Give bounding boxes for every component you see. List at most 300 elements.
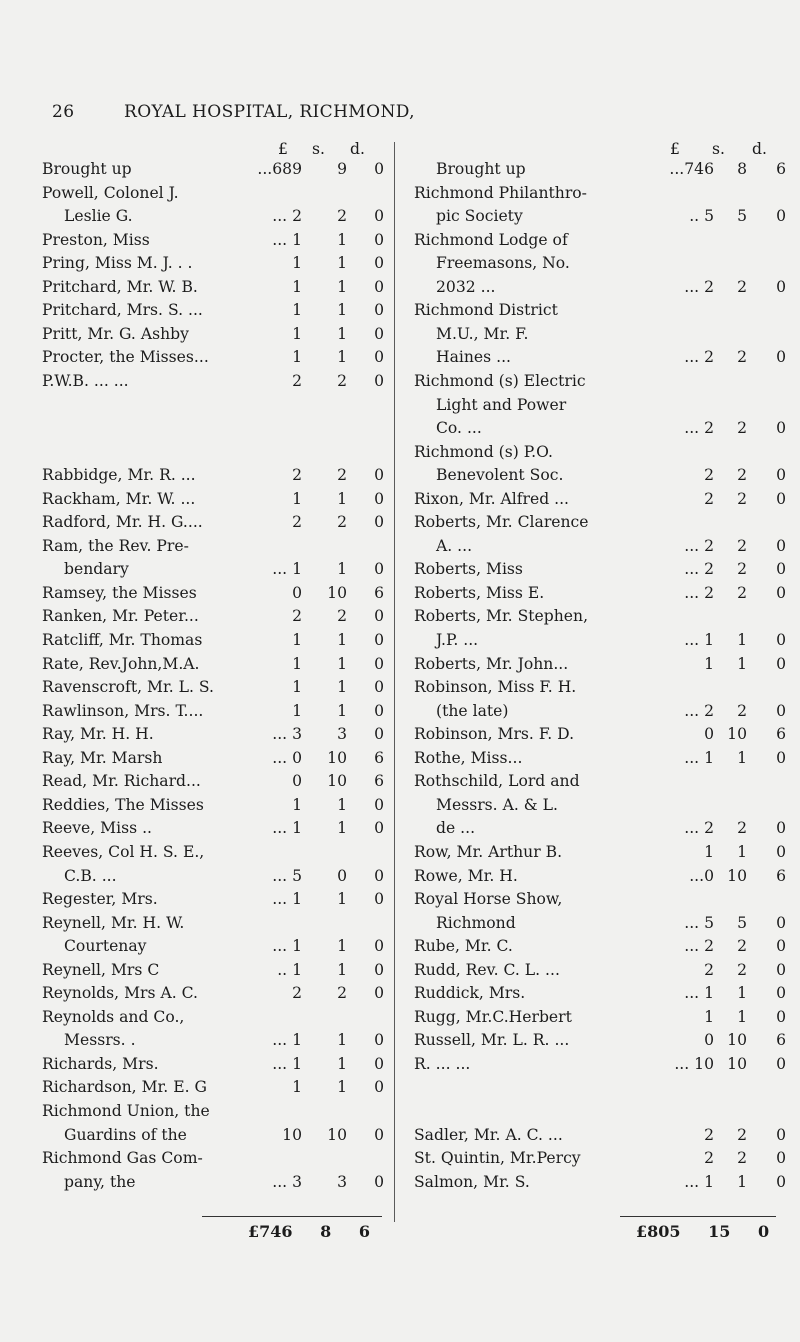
donor-name: Light and Power (436, 395, 567, 414)
shillings-heading: s. (312, 140, 325, 158)
donor-name: Read, Mr. Richard... (42, 772, 201, 791)
entry-row (400, 1007, 786, 1032)
amount-shillings: 10 (727, 1054, 747, 1073)
donor-name: Richmond Union, the (42, 1102, 210, 1120)
donor-name: Richmond Gas Com- (42, 1149, 203, 1168)
amount-pounds: 10 (282, 1125, 302, 1144)
amount-shillings: 1 (737, 1007, 747, 1026)
amount-pounds: 0 (704, 1031, 714, 1050)
amount-pence: 0 (374, 819, 384, 838)
entry-row (400, 466, 786, 490)
donor-name: pic Society (436, 207, 523, 226)
amount-pounds: 1 (292, 631, 302, 649)
amount-pence: 0 (374, 866, 384, 885)
entry-row (38, 231, 394, 255)
amount-pounds: 2 (704, 1125, 714, 1144)
amount-shillings: 2 (737, 560, 747, 579)
amount-pence: 0 (374, 1054, 384, 1073)
amount-shillings: 1 (337, 701, 347, 720)
amount-pence: 0 (374, 890, 384, 909)
donor-name: Rothe, Miss... (414, 748, 523, 767)
entry-row (400, 913, 786, 938)
entry-row (400, 842, 786, 867)
amount-pence: 0 (374, 795, 384, 814)
entry-row (38, 655, 394, 679)
amount-pounds: 1 (704, 1007, 714, 1026)
amount-shillings: 1 (737, 842, 747, 861)
amount-pence: 0 (776, 748, 786, 767)
amount-pounds: ... 2 (684, 277, 714, 296)
pounds-heading: £ (278, 140, 288, 158)
entry-row (400, 890, 780, 914)
entry-row (38, 607, 394, 631)
entry-row (38, 466, 394, 490)
entry-row (38, 1031, 394, 1055)
amount-shillings: 2 (337, 513, 347, 532)
amount-pence: 0 (776, 1125, 786, 1144)
right-total (636, 1222, 769, 1241)
pence-heading: d. (752, 140, 767, 158)
amount-pence: 0 (776, 819, 786, 838)
entry-row (400, 631, 786, 655)
amount-shillings: 2 (337, 607, 347, 626)
amount-pounds: ... 2 (684, 583, 714, 602)
amount-shillings: 3 (337, 1172, 347, 1191)
amount-shillings: 5 (737, 207, 747, 226)
amount-pounds: ... 10 (674, 1054, 714, 1073)
amount-shillings: 0 (337, 866, 347, 885)
amount-pence: 0 (374, 937, 384, 956)
page-header (52, 102, 752, 126)
amount-pounds: ... 5 (684, 913, 714, 932)
donor-name: Roberts, Miss E. (414, 583, 545, 602)
donor-name: Richmond District (414, 301, 558, 320)
amount-shillings: 10 (327, 748, 347, 767)
amount-pounds: 1 (292, 277, 302, 296)
donor-name: Ratcliff, Mr. Thomas (42, 631, 203, 649)
right-column (400, 140, 786, 1342)
amount-pounds: ... 2 (684, 819, 714, 838)
amount-shillings: 2 (737, 583, 747, 602)
amount-shillings: 1 (737, 1172, 747, 1191)
amount-pounds: ... 2 (684, 560, 714, 579)
amount-pence: 6 (374, 772, 384, 791)
entry-row (400, 513, 780, 537)
entry-row (38, 301, 394, 325)
donor-name: bendary (64, 560, 129, 579)
entry-row (38, 160, 394, 184)
donor-name: Richmond (436, 913, 516, 932)
donor-name: Rate, Rev.John,M.A. (42, 654, 200, 673)
amount-pounds: 1 (292, 489, 302, 508)
donor-name: Richardson, Mr. E. G (42, 1078, 207, 1097)
amount-pounds: ... 2 (684, 536, 714, 555)
donor-name: Ray, Mr. H. H. (42, 725, 154, 744)
column-divider (394, 142, 395, 1222)
amount-pence: 0 (776, 960, 786, 979)
donor-name: Rudd, Rev. C. L. ... (414, 960, 560, 979)
amount-pence: 0 (776, 1172, 786, 1191)
amount-pence: 0 (374, 654, 384, 673)
entry-row (400, 678, 780, 702)
amount-pounds: 2 (292, 984, 302, 1003)
shillings-heading: s. (712, 140, 725, 158)
entry-row (400, 772, 780, 796)
entry-row (38, 749, 394, 773)
donor-name: Pring, Miss M. J. . . (42, 254, 193, 273)
donor-name: de ... (436, 819, 476, 838)
amount-pence: 0 (374, 607, 384, 626)
donor-name: C.B. ... (64, 866, 117, 885)
amount-pounds: 2 (292, 466, 302, 485)
donor-name: Pritchard, Mr. W. B. (42, 277, 198, 296)
amount-shillings: 2 (737, 1125, 747, 1144)
entry-row (38, 890, 394, 914)
entry-row (400, 796, 780, 820)
donor-name: Roberts, Mr. Stephen, (414, 607, 589, 626)
entry-row (400, 725, 786, 749)
amount-pounds: 1 (292, 1078, 302, 1097)
entry-row (38, 1126, 394, 1150)
amount-pounds: 0 (292, 583, 302, 602)
entry-row (400, 654, 786, 679)
left-total-shillings: 8 (320, 1222, 332, 1241)
amount-pounds: .. 5 (689, 207, 714, 226)
amount-pounds: 2 (704, 489, 714, 508)
entry-row (38, 490, 394, 514)
donor-name: pany, the (64, 1172, 136, 1191)
amount-shillings: 1 (337, 819, 347, 838)
donor-name: Rugg, Mr.C.Herbert (414, 1007, 572, 1026)
amount-shillings: 1 (337, 254, 347, 273)
entry-row (38, 1055, 394, 1079)
amount-pounds: 1 (704, 654, 714, 673)
donor-name: Regester, Mrs. (42, 890, 158, 909)
amount-pence: 0 (374, 301, 384, 320)
entry-row (38, 1078, 394, 1102)
amount-pence: 0 (374, 466, 384, 485)
entry-row (38, 419, 394, 443)
entry-row (38, 184, 394, 208)
entry-row (400, 819, 786, 843)
amount-shillings: 1 (337, 230, 347, 249)
entry-row (38, 819, 394, 843)
entry-row (38, 796, 394, 820)
amount-pounds: ... 3 (272, 725, 302, 744)
amount-shillings: 1 (337, 1054, 347, 1073)
entry-row (38, 1008, 394, 1032)
entry-row (38, 584, 394, 608)
amount-pence: 0 (374, 1078, 384, 1097)
amount-pounds: ... 1 (272, 230, 302, 249)
entry-row (38, 537, 394, 561)
entry-row (38, 867, 394, 891)
amount-pence: 6 (374, 748, 384, 767)
donor-name: Reynell, Mr. H. W. (42, 913, 185, 932)
donor-name: Richmond (s) P.O. (414, 442, 553, 461)
left-total-pence: 6 (358, 1222, 370, 1241)
amount-pence: 0 (374, 254, 384, 273)
amount-pence: 0 (374, 371, 384, 390)
left-column (38, 142, 394, 1342)
amount-shillings: 10 (727, 866, 747, 885)
amount-shillings: 1 (337, 301, 347, 320)
amount-shillings: 10 (327, 583, 347, 602)
amount-pounds: ...0 (689, 866, 714, 885)
amount-shillings: 2 (737, 960, 747, 979)
donor-name: Reddies, The Misses (42, 795, 204, 814)
donor-name: Royal Horse Show, (414, 890, 563, 909)
entry-row (400, 984, 786, 1008)
entry-row (38, 1149, 394, 1173)
amount-pounds: 2 (292, 513, 302, 532)
donor-name: Richards, Mrs. (42, 1054, 159, 1073)
amount-pence: 6 (776, 866, 786, 885)
amount-shillings: 10 (727, 725, 747, 744)
amount-pence: 0 (776, 654, 786, 673)
donor-name: Ray, Mr. Marsh (42, 748, 163, 767)
donor-name: Rothschild, Lord and (414, 772, 580, 791)
amount-shillings: 2 (737, 819, 747, 838)
amount-pounds: 2 (704, 466, 714, 485)
amount-pounds: 0 (292, 772, 302, 791)
entry-row (38, 560, 394, 584)
amount-pounds: 1 (292, 678, 302, 697)
amount-shillings: 1 (337, 1031, 347, 1050)
amount-shillings: 1 (737, 984, 747, 1003)
entry-row (400, 960, 786, 985)
right-total-shillings: 15 (708, 1222, 731, 1241)
amount-pence: 0 (374, 230, 384, 249)
donor-name: Rixon, Mr. Alfred ... (414, 489, 570, 508)
entry-row (38, 843, 394, 867)
amount-pence: 0 (374, 1172, 384, 1191)
amount-shillings: 10 (327, 1125, 347, 1144)
amount-shillings: 1 (337, 678, 347, 697)
amount-pence: 0 (776, 466, 786, 485)
donor-name: Rowe, Mr. H. (414, 866, 518, 885)
entry-row (400, 301, 780, 325)
donor-name: Pritt, Mr. G. Ashby (42, 324, 189, 343)
amount-pence: 0 (776, 419, 786, 438)
donor-name: Roberts, Mr. Clarence (414, 513, 589, 532)
entry-row (38, 513, 394, 537)
entry-row (38, 1173, 394, 1197)
entry-row (400, 231, 780, 255)
entry-row (400, 1054, 786, 1079)
donor-name: Rawlinson, Mrs. T.... (42, 701, 204, 720)
amount-shillings: 1 (737, 748, 747, 767)
donor-name: M.U., Mr. F. (436, 324, 529, 343)
amount-pence: 0 (374, 631, 384, 649)
entry-row (400, 937, 786, 961)
entry-row (400, 184, 780, 208)
donor-name: A. ... (436, 536, 473, 555)
entry-row (38, 396, 394, 420)
amount-shillings: 1 (337, 348, 347, 367)
donor-name: Procter, the Misses... (42, 348, 209, 367)
entry-row (38, 372, 394, 396)
total-rule (202, 1216, 382, 1217)
amount-pounds: 1 (292, 701, 302, 720)
amount-pence: 0 (374, 207, 384, 226)
amount-pence: 6 (776, 160, 786, 178)
amount-shillings: 10 (727, 1031, 747, 1050)
amount-shillings: 1 (337, 560, 347, 579)
donor-name: Salmon, Mr. S. (414, 1172, 530, 1191)
amount-shillings: 10 (327, 772, 347, 791)
donor-name: Sadler, Mr. A. C. ... (414, 1125, 563, 1144)
amount-pounds: 0 (704, 725, 714, 744)
amount-pounds: ... 2 (684, 701, 714, 720)
entry-row (38, 678, 394, 702)
amount-pounds: .. 1 (277, 960, 302, 979)
amount-pence: 6 (776, 1031, 786, 1050)
amount-pounds: ... 1 (272, 890, 302, 909)
donor-name: Pritchard, Mrs. S. ... (42, 301, 203, 320)
amount-pounds: ... 3 (272, 1172, 302, 1191)
amount-shillings: 8 (737, 160, 747, 178)
amount-pence: 0 (374, 560, 384, 579)
amount-pence: 0 (374, 701, 384, 720)
entry-row (400, 419, 786, 443)
amount-shillings: 5 (737, 913, 747, 932)
donor-name: Haines ... (436, 348, 511, 367)
amount-shillings: 1 (337, 1078, 347, 1097)
entry-row (400, 560, 786, 584)
donor-name: J.P. ... (436, 631, 479, 649)
amount-pounds: 1 (704, 842, 714, 861)
amount-shillings: 1 (337, 960, 347, 979)
donor-name: Ram, the Rev. Pre- (42, 536, 189, 555)
amount-pence: 0 (776, 536, 786, 555)
amount-pence: 0 (776, 937, 786, 956)
entry-row (38, 325, 394, 349)
entry-row (400, 277, 786, 302)
amount-pence: 0 (374, 678, 384, 697)
amount-pence: 0 (374, 984, 384, 1003)
donor-name: Richmond Philanthro- (414, 183, 587, 202)
amount-shillings: 2 (737, 536, 747, 555)
amount-pence: 6 (374, 583, 384, 602)
amount-pence: 0 (374, 324, 384, 343)
amount-shillings: 1 (337, 631, 347, 649)
entry-row (400, 207, 786, 231)
entry-row (400, 748, 786, 773)
entry-row (400, 1078, 780, 1102)
amount-pence: 0 (776, 560, 786, 579)
entry-row (38, 348, 394, 372)
donor-name: (the late) (436, 701, 509, 720)
amount-pence: 0 (374, 1125, 384, 1144)
donor-name: Ramsey, the Misses (42, 583, 197, 602)
amount-shillings: 2 (737, 937, 747, 956)
entry-row (38, 772, 394, 796)
amount-shillings: 1 (337, 890, 347, 909)
donor-name: Reynolds and Co., (42, 1007, 185, 1026)
entry-row (400, 1031, 786, 1055)
entry-row (400, 1149, 786, 1173)
amount-shillings: 2 (737, 701, 747, 720)
donor-name: Messrs. A. & L. (436, 795, 558, 814)
donor-name: R. ... ... (414, 1054, 471, 1073)
entry-row (400, 254, 780, 278)
left-total-pounds: £746 (248, 1222, 293, 1241)
donor-name: Freemasons, No. (436, 254, 570, 273)
donor-name: Benevolent Soc. (436, 466, 564, 485)
donor-name: Rube, Mr. C. (414, 937, 513, 956)
total-rule (620, 1216, 776, 1217)
donor-name: Roberts, Mr. John... (414, 654, 569, 673)
amount-pounds: ... 1 (272, 937, 302, 956)
amount-shillings: 2 (737, 419, 747, 438)
amount-shillings: 1 (737, 631, 747, 649)
donor-name: Reynell, Mrs C (42, 960, 160, 979)
amount-shillings: 2 (737, 1149, 747, 1168)
amount-pounds: 1 (292, 301, 302, 320)
amount-pounds: 2 (704, 1149, 714, 1168)
entry-row (400, 1125, 786, 1150)
amount-shillings: 1 (337, 795, 347, 814)
donor-name: Richmond (s) Electric (414, 371, 586, 390)
entry-row (38, 207, 394, 231)
pence-heading: d. (350, 140, 365, 158)
entry-row (38, 937, 394, 961)
amount-pounds: 2 (292, 371, 302, 390)
amount-pence: 0 (374, 960, 384, 979)
amount-pounds: ...746 (669, 160, 714, 178)
donor-name: Reynolds, Mrs A. C. (42, 984, 198, 1003)
entry-row (38, 961, 394, 985)
entry-row (400, 160, 786, 184)
entry-row (400, 866, 786, 891)
amount-pounds: ... 1 (684, 748, 714, 767)
entry-row (38, 984, 394, 1008)
amount-pence: 0 (374, 348, 384, 367)
entry-row (400, 1102, 780, 1126)
amount-shillings: 1 (337, 654, 347, 673)
amount-shillings: 2 (337, 371, 347, 390)
amount-shillings: 1 (337, 489, 347, 508)
amount-pence: 0 (776, 583, 786, 602)
amount-pounds: ... 1 (272, 560, 302, 579)
amount-shillings: 2 (337, 466, 347, 485)
amount-shillings: 1 (337, 937, 347, 956)
amount-pounds: ... 2 (684, 348, 714, 367)
entry-row (38, 702, 394, 726)
amount-pounds: 1 (292, 324, 302, 343)
amount-pence: 0 (374, 725, 384, 744)
amount-pounds: ...689 (257, 160, 302, 178)
entry-row (400, 396, 780, 420)
donor-name: Rabbidge, Mr. R. ... (42, 466, 196, 485)
amount-shillings: 1 (737, 654, 747, 673)
donor-name: Brought up (436, 160, 526, 178)
donor-name: Robinson, Miss F. H. (414, 678, 577, 697)
donor-name: Ruddick, Mrs. (414, 984, 526, 1003)
donor-name: St. Quintin, Mr.Percy (414, 1149, 581, 1168)
donor-name: Radford, Mr. H. G.... (42, 513, 203, 532)
amount-pounds: ... 1 (684, 631, 714, 649)
entry-row (400, 443, 780, 467)
amount-pence: 0 (776, 842, 786, 861)
entry-row (400, 489, 786, 514)
amount-shillings: 2 (337, 984, 347, 1003)
entry-row (400, 1172, 786, 1197)
running-head: ROYAL HOSPITAL, RICHMOND, (124, 102, 415, 122)
entry-row (400, 701, 786, 726)
amount-pence: 0 (374, 1031, 384, 1050)
